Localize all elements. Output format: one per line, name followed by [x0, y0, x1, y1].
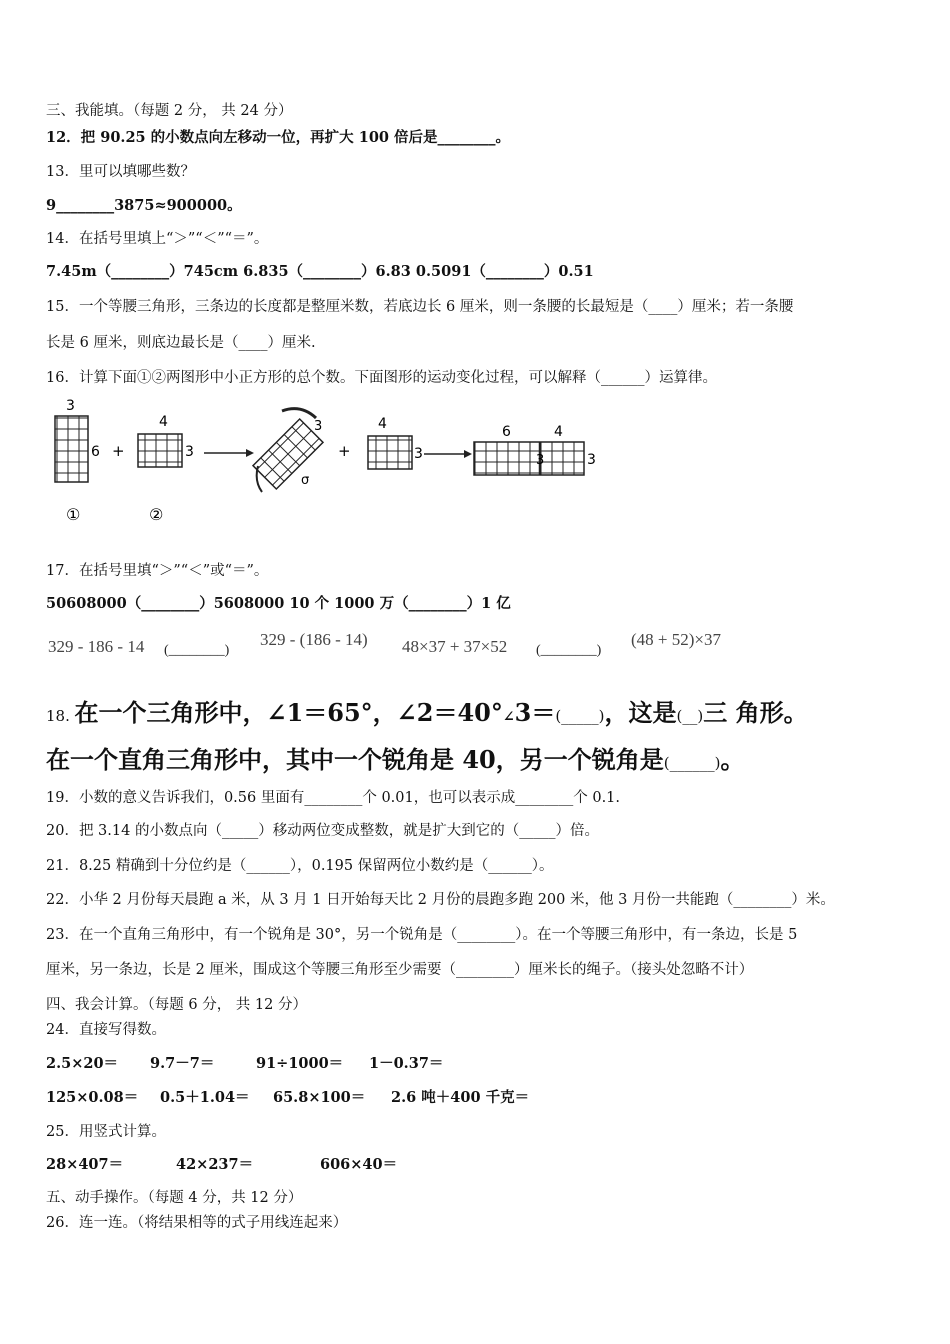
q18-period: 。: [720, 745, 745, 774]
fig-label-t4: 4: [554, 424, 563, 440]
rectangle-rotation-figure: [46, 396, 606, 531]
fig-label-6r: σ: [301, 473, 310, 488]
grid-4x3-b: [368, 436, 412, 469]
fig-label-3d: 3: [414, 446, 423, 462]
question-18-line2: [46, 744, 744, 780]
figure-1-label: ①: [66, 505, 81, 524]
q18-angle3: 3＝: [514, 698, 556, 727]
question-13: 13．里可以填哪些数？: [46, 164, 195, 180]
grid-10x3: [474, 442, 584, 475]
question-22: 22．小华 2 月份每天晨跑 a 米，从 3 月 1 日开始每天比 2 月份的晨跑多跑 200 米，他 3 月份一共能跑（________）米。: [46, 892, 835, 908]
question-24: 24．直接写得数。: [46, 1022, 166, 1038]
figure-2-label: ②: [149, 505, 164, 524]
fig-label-t6: 6: [502, 424, 511, 440]
calc-125x0.08: 125×0.08＝: [46, 1089, 139, 1106]
question-23-line2: 厘米，另一条边，长是 2 厘米，围成这个等腰三角形至少需要（________）厘米长的绳子。（接头处忽略不计）: [46, 962, 754, 978]
fig-label-6: 6: [91, 444, 100, 460]
fig-label-3c: 3: [314, 419, 323, 434]
q18-this-is: ，这是: [604, 698, 677, 727]
q18-text: 在一个三角形中，∠1＝65°，∠2＝40°: [74, 698, 503, 727]
question-15-line2: 长是 6 厘米，则底边最长是（____）厘米.: [46, 335, 316, 351]
calc-0.5+1.04: 0.5＋1.04＝: [160, 1089, 250, 1106]
q18-blank1: (_____): [555, 707, 605, 725]
question-17-line: 50608000（________）5608000 10 个 1000 万（________）1 亿: [46, 595, 511, 612]
compare-blank-2: (________): [536, 643, 602, 658]
calc-28x407: 28×407＝: [46, 1156, 124, 1173]
fig-label-t3m: 3: [536, 453, 545, 468]
question-14-line: 7.45m（________）745cm 6.835（________）6.83 0.5091（________）0.51: [46, 263, 594, 280]
fig-label-4: 4: [159, 414, 168, 430]
calc-91div1000: 91÷1000＝: [256, 1055, 344, 1072]
q18-right-triangle: 在一个直角三角形中，其中一个锐角是 40，另一个锐角是: [46, 745, 664, 774]
question-15-line1: 15．一个等腰三角形，三条边的长度都是整厘米数，若底边长 6 厘米，则一条腰的长最短是（____）厘米；若一条腰: [46, 299, 794, 315]
calc-9.7-7: 9.7－7＝: [150, 1055, 215, 1072]
question-16: 16．计算下面①②两图形中小正方形的总个数。下面图形的运动变化过程，可以解释（______）运算律。: [46, 370, 717, 386]
question-26: 26．连一连。（将结果相等的式子用线连起来）: [46, 1215, 348, 1231]
fig-label-4b: 4: [378, 416, 387, 432]
calc-65.8x100: 65.8×100＝: [273, 1089, 366, 1106]
question-18-line1: [46, 697, 808, 733]
expr-329-186-14: 329 - 186 - 14: [48, 637, 145, 656]
q18-blank2: (__): [676, 707, 704, 725]
calc-606x40: 606×40＝: [320, 1156, 398, 1173]
fig-label-3: 3: [66, 398, 75, 414]
section-4-heading: 四、我会计算。（每题 6 分， 共 12 分）: [46, 997, 307, 1013]
rotated-grid: [253, 419, 323, 489]
calc-1-0.37: 1－0.37＝: [369, 1055, 444, 1072]
question-25: 25．用竖式计算。: [46, 1124, 166, 1140]
q18-triangle: 三 角形。: [703, 698, 808, 727]
question-13-line: 9________3875≈900000。: [46, 197, 242, 214]
calc-2.6t+400kg: 2.6 吨＋400 千克＝: [391, 1089, 530, 1106]
calc-42x237: 42×237＝: [176, 1156, 254, 1173]
fig-label-t3r: 3: [587, 452, 596, 468]
question-17: 17．在括号里填“＞”“＜”或“＝”。: [46, 563, 269, 579]
calc-2.5x20: 2.5×20＝: [46, 1055, 119, 1072]
question-20: 20．把 3.14 的小数点向（_____）移动两位变成整数，就是扩大到它的（_____）倍。: [46, 823, 599, 839]
section-3-heading: 三、我能填。（每题 2 分， 共 24 分）: [46, 103, 293, 119]
q18-number: 18.: [46, 707, 70, 725]
expr-329-paren: 329 - (186 - 14): [260, 630, 368, 649]
compare-blank-1: (________): [164, 643, 230, 658]
expr-48x37-37x52: 48×37 + 37×52: [402, 637, 508, 656]
fig-label-3b: 3: [185, 444, 194, 460]
question-14: 14．在括号里填上“＞”“＜”“＝”。: [46, 231, 269, 247]
question-21: 21．8.25 精确到十分位约是（______），0.195 保留两位小数约是（______）。: [46, 858, 554, 874]
arrow-2-head: [464, 450, 472, 458]
plus-sign: +: [112, 442, 125, 460]
grid-3x6: [55, 416, 88, 482]
question-12: 12．把 90.25 的小数点向左移动一位，再扩大 100 倍后是________。: [46, 129, 511, 146]
question-19: 19．小数的意义告诉我们，0.56 里面有________个 0.01，也可以表示成________个 0.1.: [46, 790, 621, 806]
grid-4x3: [138, 434, 182, 467]
q18-angle: ∠: [502, 709, 515, 725]
arrow-1-head: [246, 449, 254, 457]
expr-48-52-x37: (48 + 52)×37: [631, 630, 721, 649]
rotation-arc: [282, 409, 316, 418]
section-5-heading: 五、动手操作。（每题 4 分，共 12 分）: [46, 1190, 303, 1206]
plus-sign-2: +: [338, 442, 351, 460]
q18-blank3: (______): [663, 754, 721, 772]
question-23-line1: 23．在一个直角三角形中，有一个锐角是 30°，另一个锐角是（________）。在一个等腰三角形中，有一条边，长是 5: [46, 927, 798, 943]
